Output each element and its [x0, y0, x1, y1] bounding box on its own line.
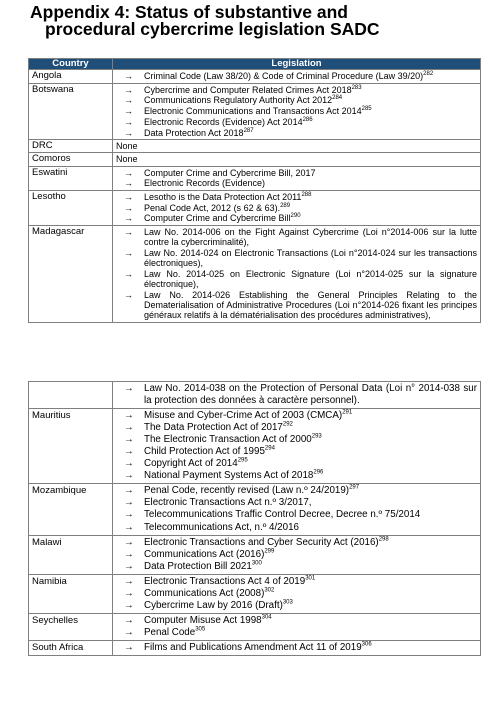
footnote-ref: 305 [195, 627, 206, 634]
legislation-text: Misuse and Cyber-Crime Act of 2003 (CMCA) [144, 409, 343, 421]
footnote-ref: 303 [282, 599, 293, 606]
legislation-item [116, 203, 477, 213]
footnote-ref: 302 [264, 587, 275, 594]
legislation-text: Communications Act (2016) [144, 548, 265, 560]
country-cell: South Africa [29, 641, 113, 656]
legislation-text: Telecommunications Act, n.º 4/2016 [144, 521, 299, 533]
legislation-table-part-1 [28, 58, 481, 323]
legislation-text: Electronic Transactions Act 4 of 2019 [144, 575, 306, 587]
legislation-cell [113, 382, 481, 409]
table-row-lesotho [29, 191, 481, 226]
header-legislation: Legislation [113, 59, 481, 70]
legislation-item [116, 128, 477, 138]
legislation-item [116, 168, 477, 178]
footnote-ref: 291 [342, 409, 353, 416]
legislation-cell [113, 535, 481, 574]
legislation-item [116, 522, 477, 534]
legislation-item [116, 561, 477, 573]
footnote-ref: 292 [282, 421, 293, 428]
legislation-text: Computer Crime and Cybercrime Bill, 2017 [144, 167, 316, 178]
legislation-cell [113, 484, 481, 535]
country-cell: DRC [29, 140, 113, 153]
arrow-icon: → [124, 106, 133, 117]
legislation-item [116, 95, 477, 105]
arrow-icon: → [124, 95, 133, 106]
footnote-ref: 294 [264, 445, 275, 452]
legislation-item [116, 178, 477, 188]
footnote-ref: 286 [302, 116, 313, 123]
legislation-item [116, 269, 477, 289]
arrow-icon: → [124, 575, 134, 587]
legislation-text: Law No. 2014-006 on the Fight Against Cybercrime (Loi n°2014-006 sur la lutte contre la cybercriminalité), [144, 227, 477, 248]
arrow-icon: → [124, 615, 134, 627]
title-line-1: Appendix 4: Status of substantive and [30, 2, 348, 22]
country-cell: Botswana [29, 83, 113, 140]
arrow-icon: → [124, 116, 133, 127]
legislation-text: Electronic Records (Evidence) Act 2014 [144, 116, 303, 127]
legislation-list [116, 227, 477, 320]
legislation-cell [113, 574, 481, 613]
arrow-icon: → [124, 248, 133, 259]
arrow-icon: → [124, 409, 134, 421]
arrow-icon: → [124, 536, 134, 548]
legislation-text: Films and Publications Amendment Act 11 of 2019 [144, 642, 362, 654]
arrow-icon: → [124, 485, 134, 497]
legislation-cell [113, 226, 481, 323]
table-row-namibia [29, 574, 481, 613]
footnote-ref: 289 [280, 202, 291, 209]
table-row-botswana [29, 83, 481, 140]
arrow-icon: → [124, 127, 133, 138]
table-row-madagascar [29, 226, 481, 323]
legislation-list [116, 410, 477, 482]
table-row-eswatini [29, 166, 481, 190]
legislation-text: Criminal Code (Law 38/20) & Code of Criminal Procedure (Law 39/20) [144, 71, 424, 81]
legislation-item [116, 470, 477, 482]
table-row-mozambique [29, 484, 481, 535]
legislation-text: Cybercrime Law by 2016 (Draft) [144, 600, 283, 612]
footnote-ref: 287 [243, 127, 254, 134]
arrow-icon: → [124, 178, 133, 189]
footnote-ref: 283 [351, 84, 362, 91]
legislation-list [116, 537, 477, 573]
country-cell: Madagascar [29, 226, 113, 323]
legislation-cell [113, 641, 481, 656]
country-cell: Malawi [29, 535, 113, 574]
legislation-table-part-2 [28, 381, 481, 656]
footnote-ref: 290 [290, 213, 301, 220]
arrow-icon: → [124, 433, 134, 445]
arrow-icon: → [124, 470, 134, 482]
arrow-icon: → [124, 227, 133, 238]
country-cell: Mauritius [29, 408, 113, 484]
country-cell: Seychelles [29, 614, 113, 641]
footnote-ref: 288 [301, 192, 312, 199]
legislation-text: Computer Misuse Act 1998 [144, 615, 262, 627]
legislation-item [116, 485, 477, 497]
footnote-ref: 306 [361, 642, 372, 649]
arrow-icon: → [124, 445, 134, 457]
legislation-list [116, 168, 477, 189]
legislation-text: The Data Protection Act of 2017 [144, 421, 283, 433]
legislation-item [116, 383, 477, 406]
legislation-text: The Electronic Transaction Act of 2000 [144, 433, 312, 445]
arrow-icon: → [124, 600, 134, 612]
legislation-text: Communications Regulatory Authority Act 2012 [144, 95, 333, 106]
legislation-item [116, 213, 477, 223]
legislation-item [116, 600, 477, 612]
header-country: Country [29, 59, 113, 70]
legislation-cell [113, 140, 481, 153]
footnote-ref: 284 [332, 95, 343, 102]
legislation-item [116, 422, 477, 434]
arrow-icon: → [124, 588, 134, 599]
legislation-cell [113, 153, 481, 166]
legislation-item [116, 248, 477, 268]
legislation-item [116, 627, 477, 639]
table-row-continued [29, 382, 481, 409]
legislation-text: None [116, 141, 138, 152]
country-cell: Eswatini [29, 166, 113, 190]
country-cell: Namibia [29, 574, 113, 613]
legislation-text: Penal Code, recently revised (Law n.º 24/2019) [144, 485, 350, 497]
legislation-item [116, 192, 477, 202]
legislation-text: Lesotho is the Data Protection Act 2011 [144, 192, 302, 203]
footnote-ref: 295 [237, 457, 248, 464]
legislation-list [116, 576, 477, 612]
legislation-list [116, 71, 477, 81]
table-row-mauritius [29, 408, 481, 484]
footnote-ref: 299 [264, 548, 275, 555]
footnote-ref: 304 [261, 614, 272, 621]
legislation-cell [113, 166, 481, 190]
legislation-list [116, 485, 477, 533]
arrow-icon: → [124, 84, 133, 95]
legislation-text: Penal Code Act, 2012 (s 62 & 63). [144, 202, 281, 213]
table-row-drc [29, 140, 481, 153]
table-row-south-africa [29, 641, 481, 656]
legislation-item [116, 434, 477, 446]
arrow-icon: → [124, 560, 134, 572]
page-title [30, 4, 470, 38]
legislation-cell [113, 408, 481, 484]
legislation-list [116, 192, 477, 224]
legislation-text: None [116, 154, 138, 165]
legislation-text: Data Protection Bill 2021 [144, 560, 252, 572]
legislation-text: Law No. 2014-026 Establishing the General Principles Relating to the Dematerialisation of Administrative Procedures (Loi n°2014-026 fixant les principes généraux relatifs à la dématérialisation des procédures administratives), [144, 289, 477, 321]
legislation-item [116, 588, 477, 600]
legislation-cell [113, 70, 481, 84]
arrow-icon: → [124, 642, 134, 654]
legislation-cell [113, 83, 481, 140]
arrow-icon: → [124, 458, 134, 470]
arrow-icon: → [124, 268, 133, 279]
table-row-seychelles [29, 614, 481, 641]
legislation-text: Law No. 2014-038 on the Protection of Personal Data (Loi n° 2014-038 sur la protection des données à caractère personnel). [144, 383, 477, 406]
legislation-list [116, 383, 477, 406]
legislation-text: Cybercrime and Computer Related Crimes Act 2018 [144, 84, 352, 95]
arrow-icon: → [124, 383, 134, 394]
legislation-list [116, 615, 477, 639]
arrow-icon: → [124, 497, 134, 509]
legislation-cell [113, 191, 481, 226]
legislation-text: Copyright Act of 2014 [144, 458, 238, 470]
legislation-item [116, 410, 477, 422]
legislation-item [116, 458, 477, 470]
country-cell: Comoros [29, 153, 113, 166]
legislation-item [116, 117, 477, 127]
country-cell: Angola [29, 70, 113, 84]
arrow-icon: → [124, 421, 134, 433]
footnote-ref: 298 [378, 536, 389, 543]
footnote-ref: 293 [311, 433, 322, 440]
legislation-item [116, 106, 477, 116]
legislation-text: Data Protection Act 2018 [144, 127, 244, 138]
table-row-malawi [29, 535, 481, 574]
arrow-icon: → [124, 521, 134, 533]
footnote-ref: 285 [361, 106, 372, 113]
legislation-item [116, 615, 477, 627]
legislation-text: National Payment Systems Act of 2018 [144, 470, 314, 482]
footnote-ref: 296 [313, 469, 324, 476]
arrow-icon: → [124, 213, 133, 224]
arrow-icon: → [124, 71, 133, 81]
arrow-icon: → [124, 289, 133, 300]
country-cell: Mozambique [29, 484, 113, 535]
table-header-row [29, 59, 481, 70]
legislation-item [116, 576, 477, 588]
arrow-icon: → [124, 509, 134, 521]
legislation-list [116, 642, 477, 654]
table-row-comoros [29, 153, 481, 166]
country-cell: Lesotho [29, 191, 113, 226]
legislation-text: Penal Code [144, 627, 196, 639]
legislation-text: Child Protection Act of 1995 [144, 445, 265, 457]
footnote-ref: 300 [251, 560, 262, 567]
arrow-icon: → [124, 202, 133, 213]
legislation-item [116, 446, 477, 458]
legislation-text: Electronic Transactions and Cyber Security Act (2016) [144, 536, 379, 548]
arrow-icon: → [124, 192, 133, 203]
legislation-item [116, 509, 477, 521]
title-line-2: procedural cybercrime legislation SADC [45, 19, 380, 39]
legislation-item [116, 71, 477, 81]
legislation-text: Electronic Transactions Act n.º 3/2017, [144, 497, 312, 509]
footnote-ref: 282 [423, 71, 434, 77]
legislation-item [116, 537, 477, 549]
country-cell [29, 382, 113, 409]
legislation-list [116, 85, 477, 138]
arrow-icon: → [124, 548, 134, 560]
legislation-text: Communications Act (2008) [144, 588, 265, 599]
legislation-item [116, 290, 477, 321]
legislation-text: Computer Crime and Cybercrime Bill [144, 213, 291, 224]
legislation-item [116, 549, 477, 561]
arrow-icon: → [124, 627, 134, 639]
legislation-text: Telecommunications Traffic Control Decree, Decree n.º 75/2014 [144, 509, 421, 521]
legislation-item [116, 85, 477, 95]
legislation-item [116, 497, 477, 509]
legislation-text: Law No. 2014-025 on Electronic Signature (Loi n°2014-025 sur la signature électronique), [144, 268, 477, 290]
legislation-item [116, 642, 477, 654]
legislation-cell [113, 614, 481, 641]
footnote-ref: 297 [349, 484, 360, 491]
legislation-item [116, 227, 477, 247]
footnote-ref: 301 [305, 575, 316, 582]
arrow-icon: → [124, 167, 133, 178]
legislation-text: Electronic Communications and Transactions Act 2014 [144, 106, 362, 117]
legislation-text: Law No. 2014-024 on Electronic Transactions (Loi n°2014-024 sur les transactions électroniques), [144, 248, 477, 269]
legislation-text: Electronic Records (Evidence) [144, 178, 266, 189]
table-row-angola [29, 70, 481, 84]
